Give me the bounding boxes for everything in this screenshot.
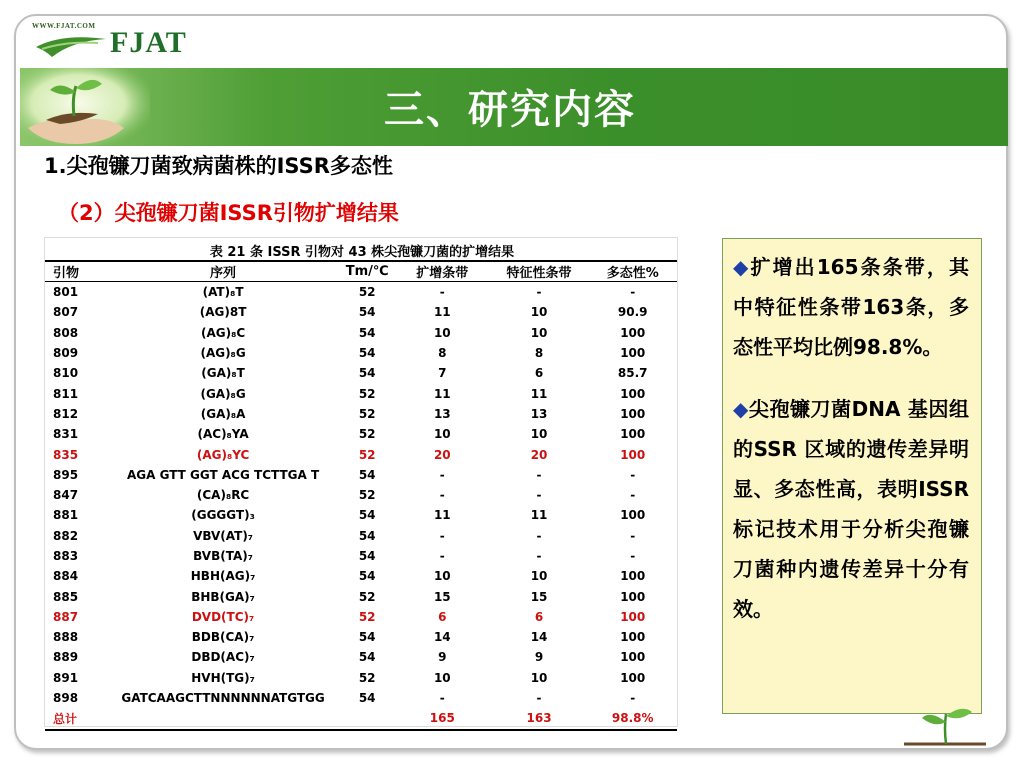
cell-specific: 6: [534, 609, 544, 624]
cell-primer: 847: [53, 488, 79, 503]
table-row: [45, 586, 677, 606]
slide-title: 三、研究内容: [384, 87, 636, 133]
cell-polymorphism: 100: [620, 406, 646, 421]
cell-sequence: BVB(TA)₇: [193, 549, 253, 563]
cell-amplified: 11: [433, 305, 451, 320]
summary-text-1: 扩增出165条条带，其中特征性条带163条，多态性平均比例98.8%。: [733, 255, 969, 359]
total-empty: [339, 708, 395, 729]
col-header-polymorphism: 多态性%: [588, 261, 677, 282]
cell-sequence: (AG)₈YC: [196, 447, 250, 462]
cell-tm: 52: [358, 589, 376, 604]
cell-primer: 889: [53, 650, 79, 665]
cell-specific: -: [536, 467, 542, 482]
cell-tm: 52: [358, 609, 376, 624]
cell-sequence: (GGGGT)₃: [191, 508, 255, 523]
cell-polymorphism: 100: [620, 427, 646, 442]
cell-polymorphism: -: [630, 549, 636, 563]
table-row: [45, 323, 677, 343]
cell-tm: 52: [358, 670, 376, 685]
col-header-tm: Tm/℃: [339, 261, 395, 282]
cell-tm: 54: [358, 366, 376, 381]
summary-text-2: 尖孢镰刀菌DNA 基因组的SSR 区域的遗传差异明显、多态性高，表明ISSR 标记技术用于分析尖孢镰刀菌种内遗传差异十分有效。: [733, 397, 969, 621]
cell-primer: 898: [53, 691, 79, 706]
cell-amplified: 10: [433, 427, 451, 442]
cell-amplified: 10: [433, 670, 451, 685]
cell-primer: 807: [53, 305, 79, 320]
cell-amplified: 20: [433, 447, 451, 462]
cell-tm: 54: [358, 508, 376, 523]
cell-primer: 884: [53, 569, 79, 584]
cell-specific: 8: [534, 346, 544, 361]
seedling-decoration-icon: [900, 700, 990, 746]
cell-polymorphism: 100: [620, 630, 646, 645]
cell-tm: 54: [358, 528, 376, 543]
cell-primer: 812: [53, 406, 79, 421]
table-row: [45, 688, 677, 708]
cell-specific: 15: [530, 589, 548, 604]
cell-specific: 10: [530, 569, 548, 584]
cell-sequence: (AG)8T: [199, 305, 247, 320]
cell-amplified: 11: [433, 386, 451, 401]
cell-amplified: 14: [433, 630, 451, 645]
total-amplified: 165: [395, 708, 490, 729]
cell-tm: 54: [358, 325, 376, 340]
cell-amplified: 11: [433, 508, 451, 523]
cell-primer: 891: [53, 670, 79, 685]
cell-amplified: 13: [433, 406, 451, 421]
cell-polymorphism: 100: [620, 609, 646, 624]
cell-specific: 10: [530, 305, 548, 320]
table-row: [45, 566, 677, 586]
summary-box: [722, 238, 982, 714]
cell-tm: 52: [358, 488, 376, 503]
cell-primer: 887: [53, 609, 79, 624]
cell-sequence: (AT)₈T: [202, 285, 244, 300]
cell-amplified: 6: [438, 609, 447, 624]
section-heading: 1.尖孢镰刀菌致病菌株的ISSR多态性: [44, 154, 393, 178]
cell-polymorphism: 100: [620, 670, 646, 685]
cell-sequence: DVD(TC)₇: [191, 609, 255, 624]
total-polymorphism: 98.8%: [588, 708, 677, 729]
leaf-swoosh-icon: [32, 31, 112, 61]
cell-specific: 6: [534, 366, 544, 381]
cell-tm: 54: [358, 346, 376, 361]
cell-sequence: (GA)₈G: [200, 386, 246, 401]
total-specific: 163: [490, 708, 589, 729]
cell-tm: 54: [358, 650, 376, 665]
cell-specific: 10: [530, 670, 548, 685]
cell-primer: 811: [53, 386, 79, 401]
table-row: [45, 424, 677, 444]
cell-sequence: VBV(AT)₇: [193, 528, 254, 543]
cell-specific: -: [536, 488, 542, 503]
issr-results-table: [45, 260, 677, 731]
table-total-row: [45, 708, 677, 729]
cell-amplified: 9: [438, 650, 447, 665]
table-row: [45, 668, 677, 688]
table-row: [45, 546, 677, 566]
table-row: [45, 647, 677, 667]
cell-specific: 20: [530, 447, 548, 462]
cell-amplified: -: [439, 528, 445, 543]
total-empty: [107, 708, 340, 729]
results-table-image: [44, 237, 678, 727]
cell-polymorphism: 100: [620, 508, 646, 523]
cell-tm: 54: [358, 467, 376, 482]
cell-specific: 11: [530, 386, 548, 401]
cell-polymorphism: 100: [620, 447, 646, 462]
cell-sequence: (GA)₈T: [201, 366, 245, 381]
cell-sequence: (AC)₈YA: [197, 427, 249, 442]
table-header-row: [45, 261, 677, 282]
table-row: [45, 343, 677, 363]
cell-sequence: (AG)₈G: [200, 346, 246, 361]
col-header-primer: 引物: [45, 261, 107, 282]
cell-polymorphism: 85.7: [617, 366, 648, 381]
table-row: [45, 485, 677, 505]
cell-specific: 11: [530, 508, 548, 523]
table-row: [45, 505, 677, 525]
table-row: [45, 444, 677, 464]
cell-primer: 808: [53, 325, 79, 340]
cell-polymorphism: -: [630, 488, 636, 503]
diamond-bullet-icon: ◆: [733, 397, 749, 421]
cell-primer: 888: [53, 630, 79, 645]
cell-polymorphism: 100: [620, 650, 646, 665]
cell-specific: 9: [534, 650, 544, 665]
cell-specific: 10: [530, 427, 548, 442]
cell-tm: 54: [358, 549, 376, 563]
cell-polymorphism: -: [630, 528, 636, 543]
cell-polymorphism: -: [630, 467, 636, 482]
table-row: [45, 282, 677, 303]
hands-seedling-image: [20, 58, 150, 150]
fjat-logo: [32, 22, 202, 62]
cell-specific: 13: [530, 406, 548, 421]
table-row: [45, 363, 677, 383]
cell-primer: 831: [53, 427, 79, 442]
logo-url: WWW.FJAT.COM: [32, 22, 96, 30]
cell-primer: 881: [53, 508, 79, 523]
table-row: [45, 383, 677, 403]
cell-tm: 52: [358, 406, 376, 421]
summary-point-2: [733, 389, 969, 629]
table-row: [45, 607, 677, 627]
table-caption: 表 21 条 ISSR 引物对 43 株尖孢镰刀菌的扩增结果: [209, 245, 515, 260]
cell-sequence: (CA)₈RC: [196, 488, 250, 503]
table-row: [45, 526, 677, 546]
cell-tm: 52: [358, 427, 376, 442]
cell-primer: 885: [53, 589, 79, 604]
cell-specific: -: [536, 528, 542, 543]
cell-specific: 14: [530, 630, 548, 645]
cell-tm: 54: [358, 630, 376, 645]
cell-sequence: (AG)₈C: [200, 325, 246, 340]
cell-primer: 810: [53, 366, 79, 381]
cell-amplified: 10: [433, 325, 451, 340]
cell-polymorphism: 100: [620, 569, 646, 584]
cell-primer: 801: [53, 285, 79, 300]
cell-specific: 10: [530, 325, 548, 340]
cell-amplified: -: [439, 467, 445, 482]
cell-sequence: DBD(AC)₇: [191, 650, 255, 665]
table-row: [45, 627, 677, 647]
cell-polymorphism: 100: [620, 325, 646, 340]
cell-amplified: -: [439, 691, 445, 706]
cell-tm: 52: [358, 447, 376, 462]
cell-sequence: BDB(CA)₇: [191, 630, 255, 645]
table-row: [45, 404, 677, 424]
diamond-bullet-icon: ◆: [733, 255, 751, 279]
cell-polymorphism: 100: [620, 346, 646, 361]
cell-polymorphism: -: [630, 691, 636, 706]
cell-specific: -: [536, 691, 542, 706]
logo-text: FJAT: [110, 26, 187, 59]
table-row: [45, 302, 677, 322]
cell-amplified: -: [439, 488, 445, 503]
cell-polymorphism: 100: [620, 386, 646, 401]
cell-primer: 835: [53, 447, 79, 462]
cell-amplified: 8: [438, 346, 447, 361]
cell-primer: 883: [53, 549, 79, 563]
cell-sequence: AGA GTT GGT ACG TCTTGA T: [126, 467, 320, 482]
cell-sequence: HVH(TG)₇: [191, 670, 255, 685]
cell-sequence: GATCAAGCTTNNNNNNATGTGG: [121, 691, 325, 706]
summary-point-1: [733, 247, 969, 367]
cell-specific: -: [536, 549, 542, 563]
cell-amplified: 10: [433, 569, 451, 584]
cell-amplified: -: [439, 549, 445, 563]
cell-primer: 882: [53, 528, 79, 543]
total-label: 总计: [45, 708, 107, 729]
table-row: [45, 465, 677, 485]
cell-sequence: HBH(AG)₇: [190, 569, 256, 584]
cell-tm: 52: [358, 285, 376, 300]
table-body: [45, 282, 677, 730]
cell-sequence: BHB(GA)₇: [191, 589, 255, 604]
cell-tm: 54: [358, 691, 376, 706]
col-header-sequence: 序列: [107, 261, 340, 282]
cell-primer: 895: [53, 467, 79, 482]
cell-amplified: -: [439, 285, 445, 300]
cell-amplified: 15: [433, 589, 451, 604]
cell-primer: 809: [53, 346, 79, 361]
cell-tm: 54: [358, 305, 376, 320]
cell-sequence: (GA)₈A: [200, 406, 246, 421]
col-header-amplified-bands: 扩增条带: [395, 261, 490, 282]
cell-tm: 54: [358, 569, 376, 584]
cell-amplified: 7: [438, 366, 447, 381]
cell-polymorphism: -: [630, 285, 636, 300]
cell-polymorphism: 90.9: [617, 305, 648, 320]
cell-polymorphism: 100: [620, 589, 646, 604]
cell-specific: -: [536, 285, 542, 300]
section-subheading: （2）尖孢镰刀菌ISSR引物扩增结果: [58, 201, 399, 225]
col-header-specific-bands: 特征性条带: [490, 261, 589, 282]
cell-tm: 52: [358, 386, 376, 401]
